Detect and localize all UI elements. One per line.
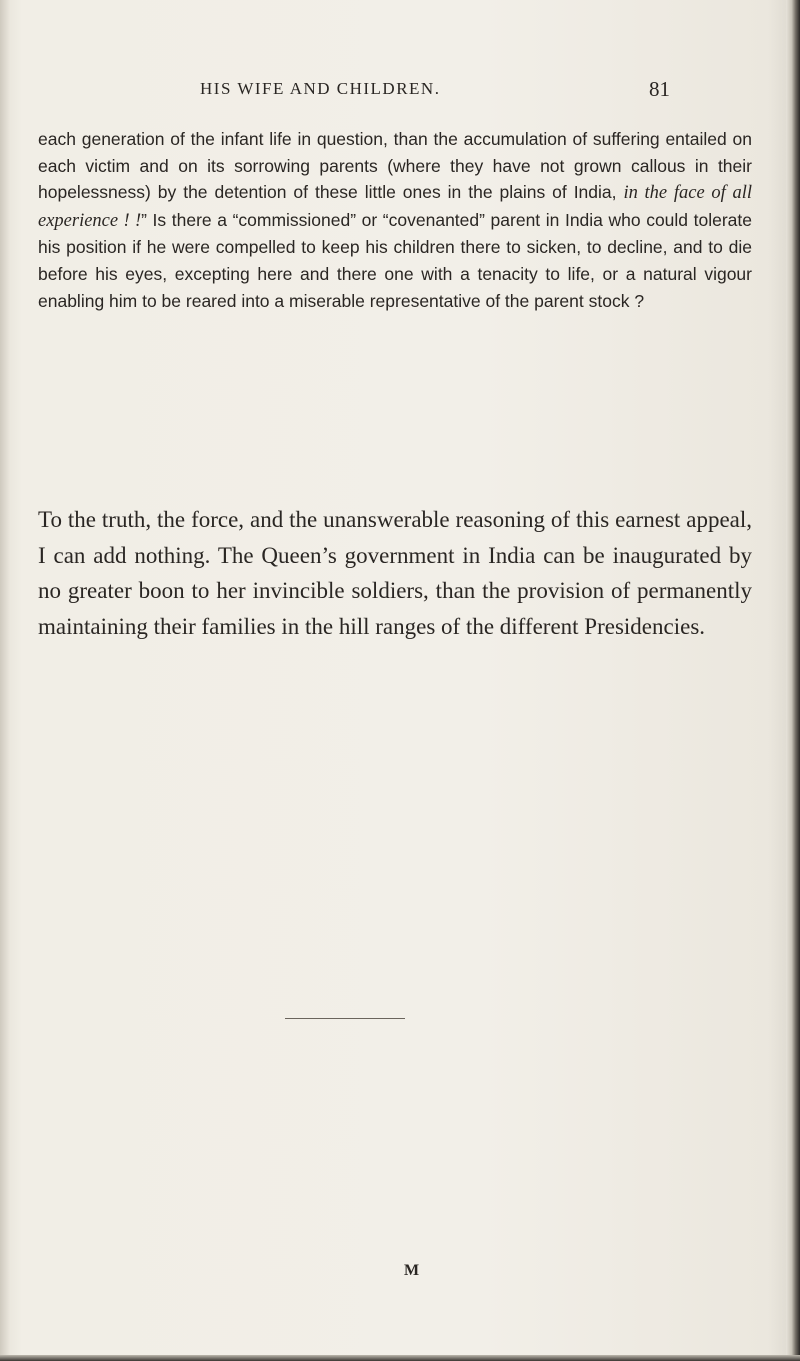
page-bottom-edge: [0, 1355, 800, 1361]
footnote-rule: [285, 1018, 405, 1019]
page-right-edge: [786, 0, 800, 1361]
paragraph-1-italic-phrase: in the face of all experience ! !: [38, 183, 752, 231]
signature-mark: M: [404, 1262, 420, 1279]
paragraph-1-text-start: each generation of the infant life in question, than the accumulation of suffering entailed on each victim and on its sorrowing parents (where they have not grown callous in their hopelessness) by the detention of these little ones in the plains of India,: [38, 129, 752, 203]
paragraph-quoted-passage: [38, 126, 752, 314]
page-left-edge: [0, 0, 10, 1361]
page-number: 81: [649, 77, 670, 101]
running-title: HIS WIFE AND CHILDREN.: [200, 79, 441, 98]
paragraph-author-conclusion: To the truth, the force, and the unanswerable reasoning of this earnest appeal, I can add nothing. The Queen’s government in India can be inaugurated by no greater boon to her invincible soldiers, than the provision of permanently maintaining their families in the hill ranges of the different Presidencies.: [38, 507, 752, 639]
paragraph-1-text-end: ” Is there a “commissioned” or “covenanted” parent in India who could tolerate his position if he were compelled to keep his children there to sicken, to decline, and to die before his eyes, excepting here and there one with a tenacity to life, or a natural vigour enabling him to be reared into a miserable representative of the parent stock ?: [38, 209, 752, 311]
running-header: [150, 79, 670, 105]
